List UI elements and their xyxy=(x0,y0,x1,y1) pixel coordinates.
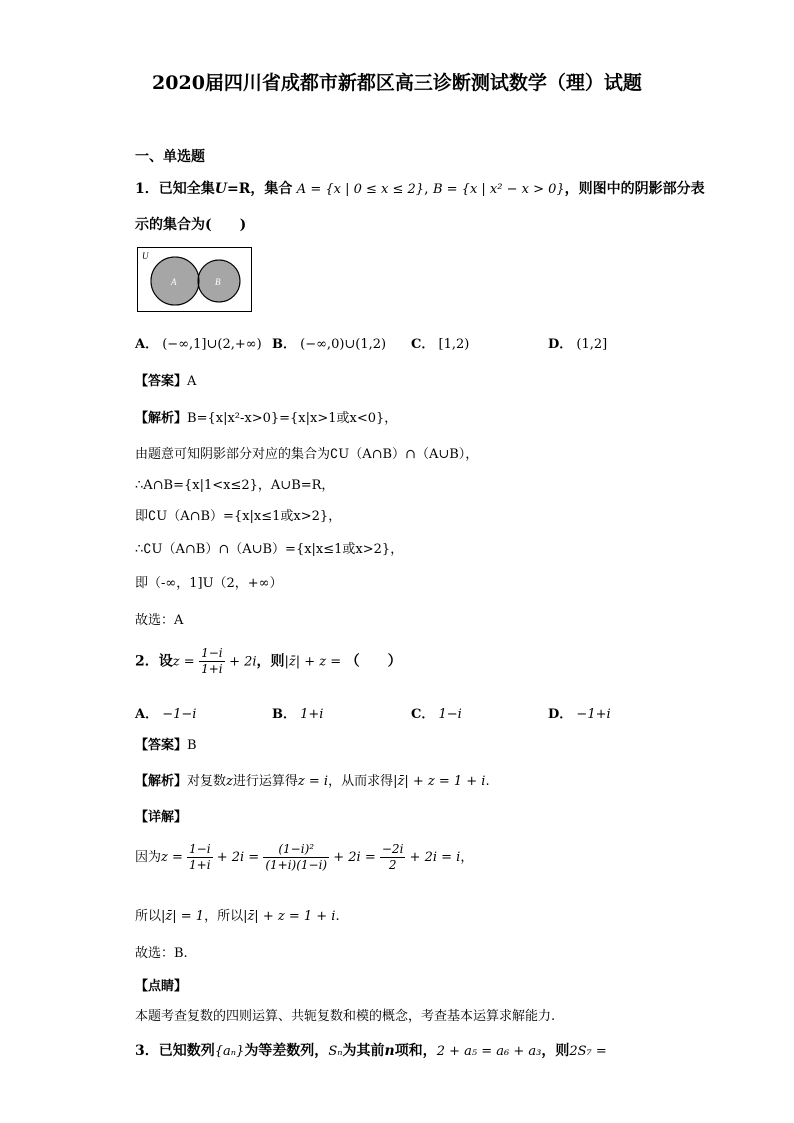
q2-z-eq: z = xyxy=(172,654,195,670)
q3-text: ，则 xyxy=(541,1043,570,1059)
detail-frac-3 xyxy=(380,842,406,873)
q2-then: ，则 xyxy=(256,653,285,670)
option-text: (1,2] xyxy=(576,337,608,352)
q2-paren: （ ） xyxy=(345,653,402,670)
analysis-text: B={x|x²-x>0}={x|x>1或x<0}， xyxy=(187,411,398,426)
detail-frac-1 xyxy=(187,842,213,873)
q2-analysis xyxy=(135,770,490,789)
question-3-stem xyxy=(135,1040,607,1060)
q2-option-d[interactable] xyxy=(548,703,611,722)
detail-text: 因为 xyxy=(135,850,162,865)
detail-math: |z̄| + z = 1 + i xyxy=(243,909,336,924)
q3-math: {aₙ} xyxy=(214,1044,245,1059)
q2-expression: |z̄| + z = xyxy=(284,654,342,670)
question-1-line-1: 1．已知全集U=R，集合 A = {x | 0 ≤ x ≤ 2}, B = {x | x² − x > 0}，则图中的阴影部分表 xyxy=(135,181,705,197)
option-label: D． xyxy=(548,337,573,352)
venn-label-b: B xyxy=(215,277,221,287)
q3-text: 项和， xyxy=(394,1043,437,1059)
q2-so-line xyxy=(135,905,340,924)
q1-answer xyxy=(135,370,196,389)
frac-denominator: 1+i xyxy=(189,858,211,872)
option-text: −1+i xyxy=(576,707,611,722)
analysis-text: ，从而求得 xyxy=(328,774,394,789)
answer-value: B xyxy=(187,738,197,753)
option-label: D． xyxy=(548,707,573,722)
option-text: 1−i xyxy=(438,707,462,722)
option-text: −1−i xyxy=(162,707,197,722)
detail-math: + 2i = xyxy=(333,850,376,865)
q2-option-c[interactable] xyxy=(411,703,462,722)
q1-analysis-line-4: 即∁U（A∩B）={x|x≤1或x>2}， xyxy=(135,509,342,524)
q3-math: n xyxy=(384,1043,395,1059)
detail-text: ， xyxy=(460,850,474,865)
q2-choose: 故选：B. xyxy=(135,946,188,961)
q1-analysis-line-7: 故选：A xyxy=(135,613,184,628)
q1-set-b: B = {x | x² − x > 0} xyxy=(432,182,565,197)
q1-option-c[interactable] xyxy=(411,333,469,352)
frac-denominator: 2 xyxy=(388,858,397,872)
option-label: C． xyxy=(411,707,435,722)
analysis-math: |z̄| + z = 1 + i xyxy=(393,774,486,789)
question-2-stem xyxy=(135,646,402,677)
analysis-math: z xyxy=(226,774,233,789)
option-label: C． xyxy=(411,337,435,352)
analysis-tag: 【解析】 xyxy=(135,411,188,426)
q2-option-a[interactable] xyxy=(135,703,196,722)
q3-math: 2S₇ = xyxy=(569,1044,607,1059)
frac-denominator: 1+i xyxy=(201,662,223,676)
q1-analysis-line-1 xyxy=(135,407,397,426)
q1-universe-symbol: U xyxy=(214,181,227,197)
option-text: [1,2) xyxy=(438,337,470,352)
option-text: (−∞,0)∪(1,2) xyxy=(300,337,387,352)
detail-math: z = xyxy=(161,850,183,865)
question-1-line-2: 示的集合为( ) xyxy=(135,217,247,233)
frac-numerator: 1−i xyxy=(189,842,211,856)
detail-text: ，所以 xyxy=(204,909,244,924)
option-label: B． xyxy=(272,707,296,722)
q2-prefix: 2．设 xyxy=(135,653,173,670)
analysis-tag: 【解析】 xyxy=(135,774,188,789)
detail-math: + 2i = xyxy=(216,850,260,865)
frac-numerator: (1−i)² xyxy=(263,842,329,858)
analysis-text: 进行运算得 xyxy=(232,774,298,789)
detail-frac-2 xyxy=(263,842,329,873)
detail-text: 所以 xyxy=(135,909,162,924)
q1-analysis-line-2: 由题意可知阴影部分对应的集合为∁U（A∩B）∩（A∪B）， xyxy=(135,447,479,462)
q3-text: 3．已知数列 xyxy=(135,1043,215,1059)
q2-comment: 本题考查复数的四则运算、共轭复数和模的概念，考查基本运算求解能力. xyxy=(135,1009,556,1024)
q2-detail-equation xyxy=(135,842,473,873)
section-heading: 一、单选题 xyxy=(135,149,205,165)
frac-denominator: (1+i)(1−i) xyxy=(265,858,328,872)
q1-set-a: A = {x | 0 ≤ x ≤ 2} xyxy=(296,182,425,197)
frac-numerator: 1−i xyxy=(201,646,223,660)
q1-analysis-line-5: ∴∁U（A∩B）∩（A∪B）={x|x≤1或x>2}， xyxy=(135,542,404,557)
detail-math: |z̄| = 1 xyxy=(161,909,205,924)
venn-label-u: U xyxy=(142,251,149,261)
venn-diagram xyxy=(137,247,252,312)
q2-answer xyxy=(135,734,197,753)
option-label: B． xyxy=(272,337,296,352)
answer-value: A xyxy=(187,374,197,389)
frac-numerator: −2i xyxy=(381,842,404,856)
option-label: A． xyxy=(135,707,159,722)
q3-text: 为等差数列， xyxy=(244,1043,329,1059)
document-title: 2020届四川省成都市新都区高三诊断测试数学（理）试题 xyxy=(152,72,642,94)
answer-tag: 【答案】 xyxy=(135,738,188,753)
analysis-math: z = i xyxy=(297,774,329,789)
venn-label-a: A xyxy=(171,277,177,287)
q1-option-b[interactable] xyxy=(272,333,386,352)
q1-option-d[interactable] xyxy=(548,333,607,352)
q2-option-b[interactable] xyxy=(272,703,323,722)
q3-math: 2 + a₅ = a₆ + a₃ xyxy=(436,1044,542,1059)
q3-math: Sₙ xyxy=(328,1044,343,1059)
q1-suffix: ，则图中的阴影部分表 xyxy=(564,181,705,197)
detail-text: . xyxy=(335,909,340,924)
answer-tag: 【答案】 xyxy=(135,374,188,389)
option-text: 1+i xyxy=(300,707,324,722)
analysis-text: . xyxy=(485,774,490,789)
option-text: (−∞,1]∪(2,+∞) xyxy=(162,337,262,352)
q2-plus-2i: + 2i xyxy=(229,654,257,670)
q1-analysis-line-6: 即（-∞，1]U（2，+∞） xyxy=(135,576,283,591)
detail-math: + 2i = i xyxy=(409,850,461,865)
q2-fraction xyxy=(199,646,225,677)
venn-svg xyxy=(138,248,251,311)
q2-detail-tag: 【详解】 xyxy=(135,810,188,825)
analysis-text: 对复数 xyxy=(187,774,227,789)
option-label: A． xyxy=(135,337,159,352)
q3-text: 为其前 xyxy=(342,1043,385,1059)
q1-eq-r: =R，集合 xyxy=(226,181,293,197)
q1-prefix: 1．已知全集 xyxy=(135,181,215,197)
q2-comment-tag: 【点睛】 xyxy=(135,979,188,994)
q1-analysis-line-3: ∴A∩B={x|1<x≤2}，A∪B=R， xyxy=(135,478,335,493)
q1-option-a[interactable] xyxy=(135,333,262,352)
